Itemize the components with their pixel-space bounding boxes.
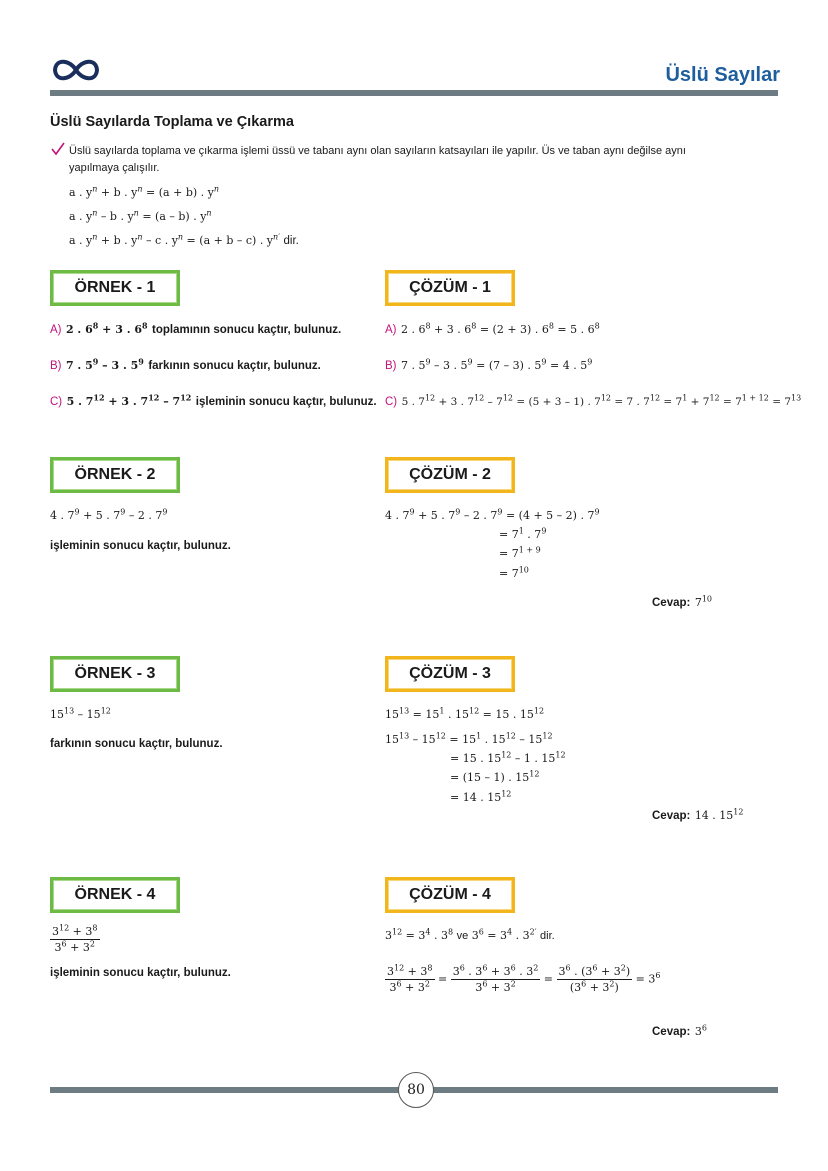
cozum-2-step3: = $7^{1 + 9}$ <box>499 545 541 560</box>
rule-subtraction: a . $y^n$ – b . $y^n = (a - b)$ . $y^n$ <box>69 208 212 223</box>
cozum-2-step2: = $7^1$ . $7^9$ <box>499 526 547 541</box>
ornek-4-fraction: $\frac{3^{12} + 3^8}{3^6 + 3^2}$ <box>52 923 98 954</box>
cozum-2-step1: 4 . $7^9 + 5$ . $7^9 - 2$ . $7^9 = (4 + 5 - 2)$ . $7^9$ <box>385 507 600 522</box>
checkmark-icon <box>51 142 65 156</box>
ornek-1-c <box>50 392 377 410</box>
cozum-3-answer-label: Cevap: <box>652 810 691 822</box>
ornek-2-text: işleminin sonucu kaçtır, bulunuz. <box>50 540 231 552</box>
cozum-4-line1: $3^{12} = 3^4$ . $3^8$ ve $3^6 = 3^4$ . $3^{2'}$ dir. <box>385 927 555 942</box>
cozum-1-a <box>385 320 600 338</box>
ornek-1-a <box>50 320 341 338</box>
cozum-3-step3: = (15 – 1) . $15^{12}$ <box>450 769 540 784</box>
cozum-3-box: ÇÖZÜM - 3 <box>385 656 515 692</box>
rule-mixed: a . $y^n + b$ . $y^n$ – c . $y^n = (a + b - c)$ . $y^{n'}$ dir. <box>69 232 299 247</box>
cozum-3-line1: $15^{13} = 15^1$ . $15^{12} = 15$ . $15^{12}$ <box>385 706 545 721</box>
ornek-1-b-label: B) <box>50 360 62 372</box>
cozum-4-dir: dir. <box>540 930 555 942</box>
ornek-3-expr: $15^{13} - 15^{12}$ <box>50 706 111 721</box>
ornek-1-a-expr: 2 . $6^8 + 3$ . $6^8$ <box>65 320 148 336</box>
cozum-3-step1: $15^{13} - 15^{12} = 15^1$ . $15^{12} - 15^{12}$ <box>385 731 553 746</box>
cozum-4-answer-value: $3^6$ <box>694 1023 707 1038</box>
cozum-1-b-expr: 7 . $5^9 - 3$ . $5^9 = (7 - 3)$ . $5^9 = 4$ . $5^9$ <box>400 357 593 372</box>
cozum-1-a-label: A) <box>385 324 397 336</box>
cozum-3-answer-value: 14 . $15^{12}$ <box>694 807 744 822</box>
ornek-3-text: farkının sonucu kaçtır, bulunuz. <box>50 738 223 750</box>
ornek-1-c-text: işleminin sonucu kaçtır, bulunuz. <box>195 396 377 408</box>
ornek-4-box: ÖRNEK - 4 <box>50 877 180 913</box>
cozum-2-answer <box>652 593 712 611</box>
cozum-1-b <box>385 356 592 374</box>
cozum-1-c-expr: 5 . $7^{12} + 3$ . $7^{12} - 7^{12} = (5 + 3 - 1)$ . $7^{12} = 7$ . $7^{12} = 7^1 + 7^{12} = 7^{1 + 12} = 7^{13}$ <box>401 393 802 408</box>
ornek-1-b-expr: 7 . $5^9 - 3$ . $5^9$ <box>65 356 144 372</box>
page-number: 80 <box>398 1072 434 1108</box>
cozum-4-answer-label: Cevap: <box>652 1026 691 1038</box>
cozum-1-c <box>385 392 801 410</box>
header-divider <box>50 90 778 96</box>
ornek-2-expr: 4 . $7^9 + 5$ . $7^9 - 2$ . $7^9$ <box>50 507 168 522</box>
cozum-1-box: ÇÖZÜM - 1 <box>385 270 515 306</box>
cozum-4-box: ÇÖZÜM - 4 <box>385 877 515 913</box>
ornek-1-a-text: toplamının sonucu kaçtır, bulunuz. <box>152 324 342 336</box>
ornek-4-text: işleminin sonucu kaçtır, bulunuz. <box>50 967 231 979</box>
ornek-2-box: ÖRNEK - 2 <box>50 457 180 493</box>
ornek-1-box: ÖRNEK - 1 <box>50 270 180 306</box>
cozum-1-a-expr: 2 . $6^8 + 3$ . $6^8 = (2 + 3)$ . $6^8 = 5$ . $6^8$ <box>400 321 600 336</box>
cozum-4-equation: $\frac{3^{12} + 3^8}{3^6 + 3^2}$ = $\frac{3^6 . 3^6 + 3^6 . 3^2}{3^6 + 3^2}$ = $\frac{3^6 . (3^6 + 3^2)}{(3^6 + 3^2)}$ = $3^6$ <box>387 963 661 994</box>
cozum-3-step2: = 15 . $15^{12} - 1$ . $15^{12}$ <box>450 750 566 765</box>
cozum-1-b-label: B) <box>385 360 397 372</box>
intro-paragraph-line1: Üslü sayılarda toplama ve çıkarma işlemi üssü ve tabanı aynı olan sayıların katsayıları ile yapılır. Üs ve taban aynı değilse aynı <box>69 145 686 157</box>
footer-bar-left <box>50 1087 400 1093</box>
footer-bar-right <box>432 1087 778 1093</box>
page-header-title: Üslü Sayılar <box>665 64 780 86</box>
cozum-2-box: ÇÖZÜM - 2 <box>385 457 515 493</box>
cozum-2-step4: = $7^{10}$ <box>499 565 529 580</box>
rule-addition: a . $y^n + b$ . $y^n = (a + b)$ . $y^n$ <box>69 184 220 199</box>
cozum-4-answer <box>652 1022 707 1040</box>
cozum-2-answer-label: Cevap: <box>652 597 691 609</box>
cozum-4-ve: ve <box>456 930 469 942</box>
ornek-1-a-label: A) <box>50 324 62 336</box>
ornek-3-box: ÖRNEK - 3 <box>50 656 180 692</box>
ornek-1-b <box>50 356 321 374</box>
cozum-2-answer-value: $7^{10}$ <box>694 594 712 609</box>
rule-dir-word: dir. <box>283 235 299 247</box>
cozum-3-answer <box>652 806 743 824</box>
cozum-1-c-label: C) <box>385 396 398 408</box>
ornek-1-c-label: C) <box>50 396 63 408</box>
section-title: Üslü Sayılarda Toplama ve Çıkarma <box>50 114 294 130</box>
infinity-icon <box>50 55 102 85</box>
ornek-1-c-expr: 5 . $7^{12} + 3$ . $7^{12} - 7^{12}$ <box>66 392 192 408</box>
intro-paragraph-line2: yapılmaya çalışılır. <box>69 162 160 174</box>
cozum-3-step4: = 14 . $15^{12}$ <box>450 789 512 804</box>
ornek-1-b-text: farkının sonucu kaçtır, bulunuz. <box>148 360 321 372</box>
